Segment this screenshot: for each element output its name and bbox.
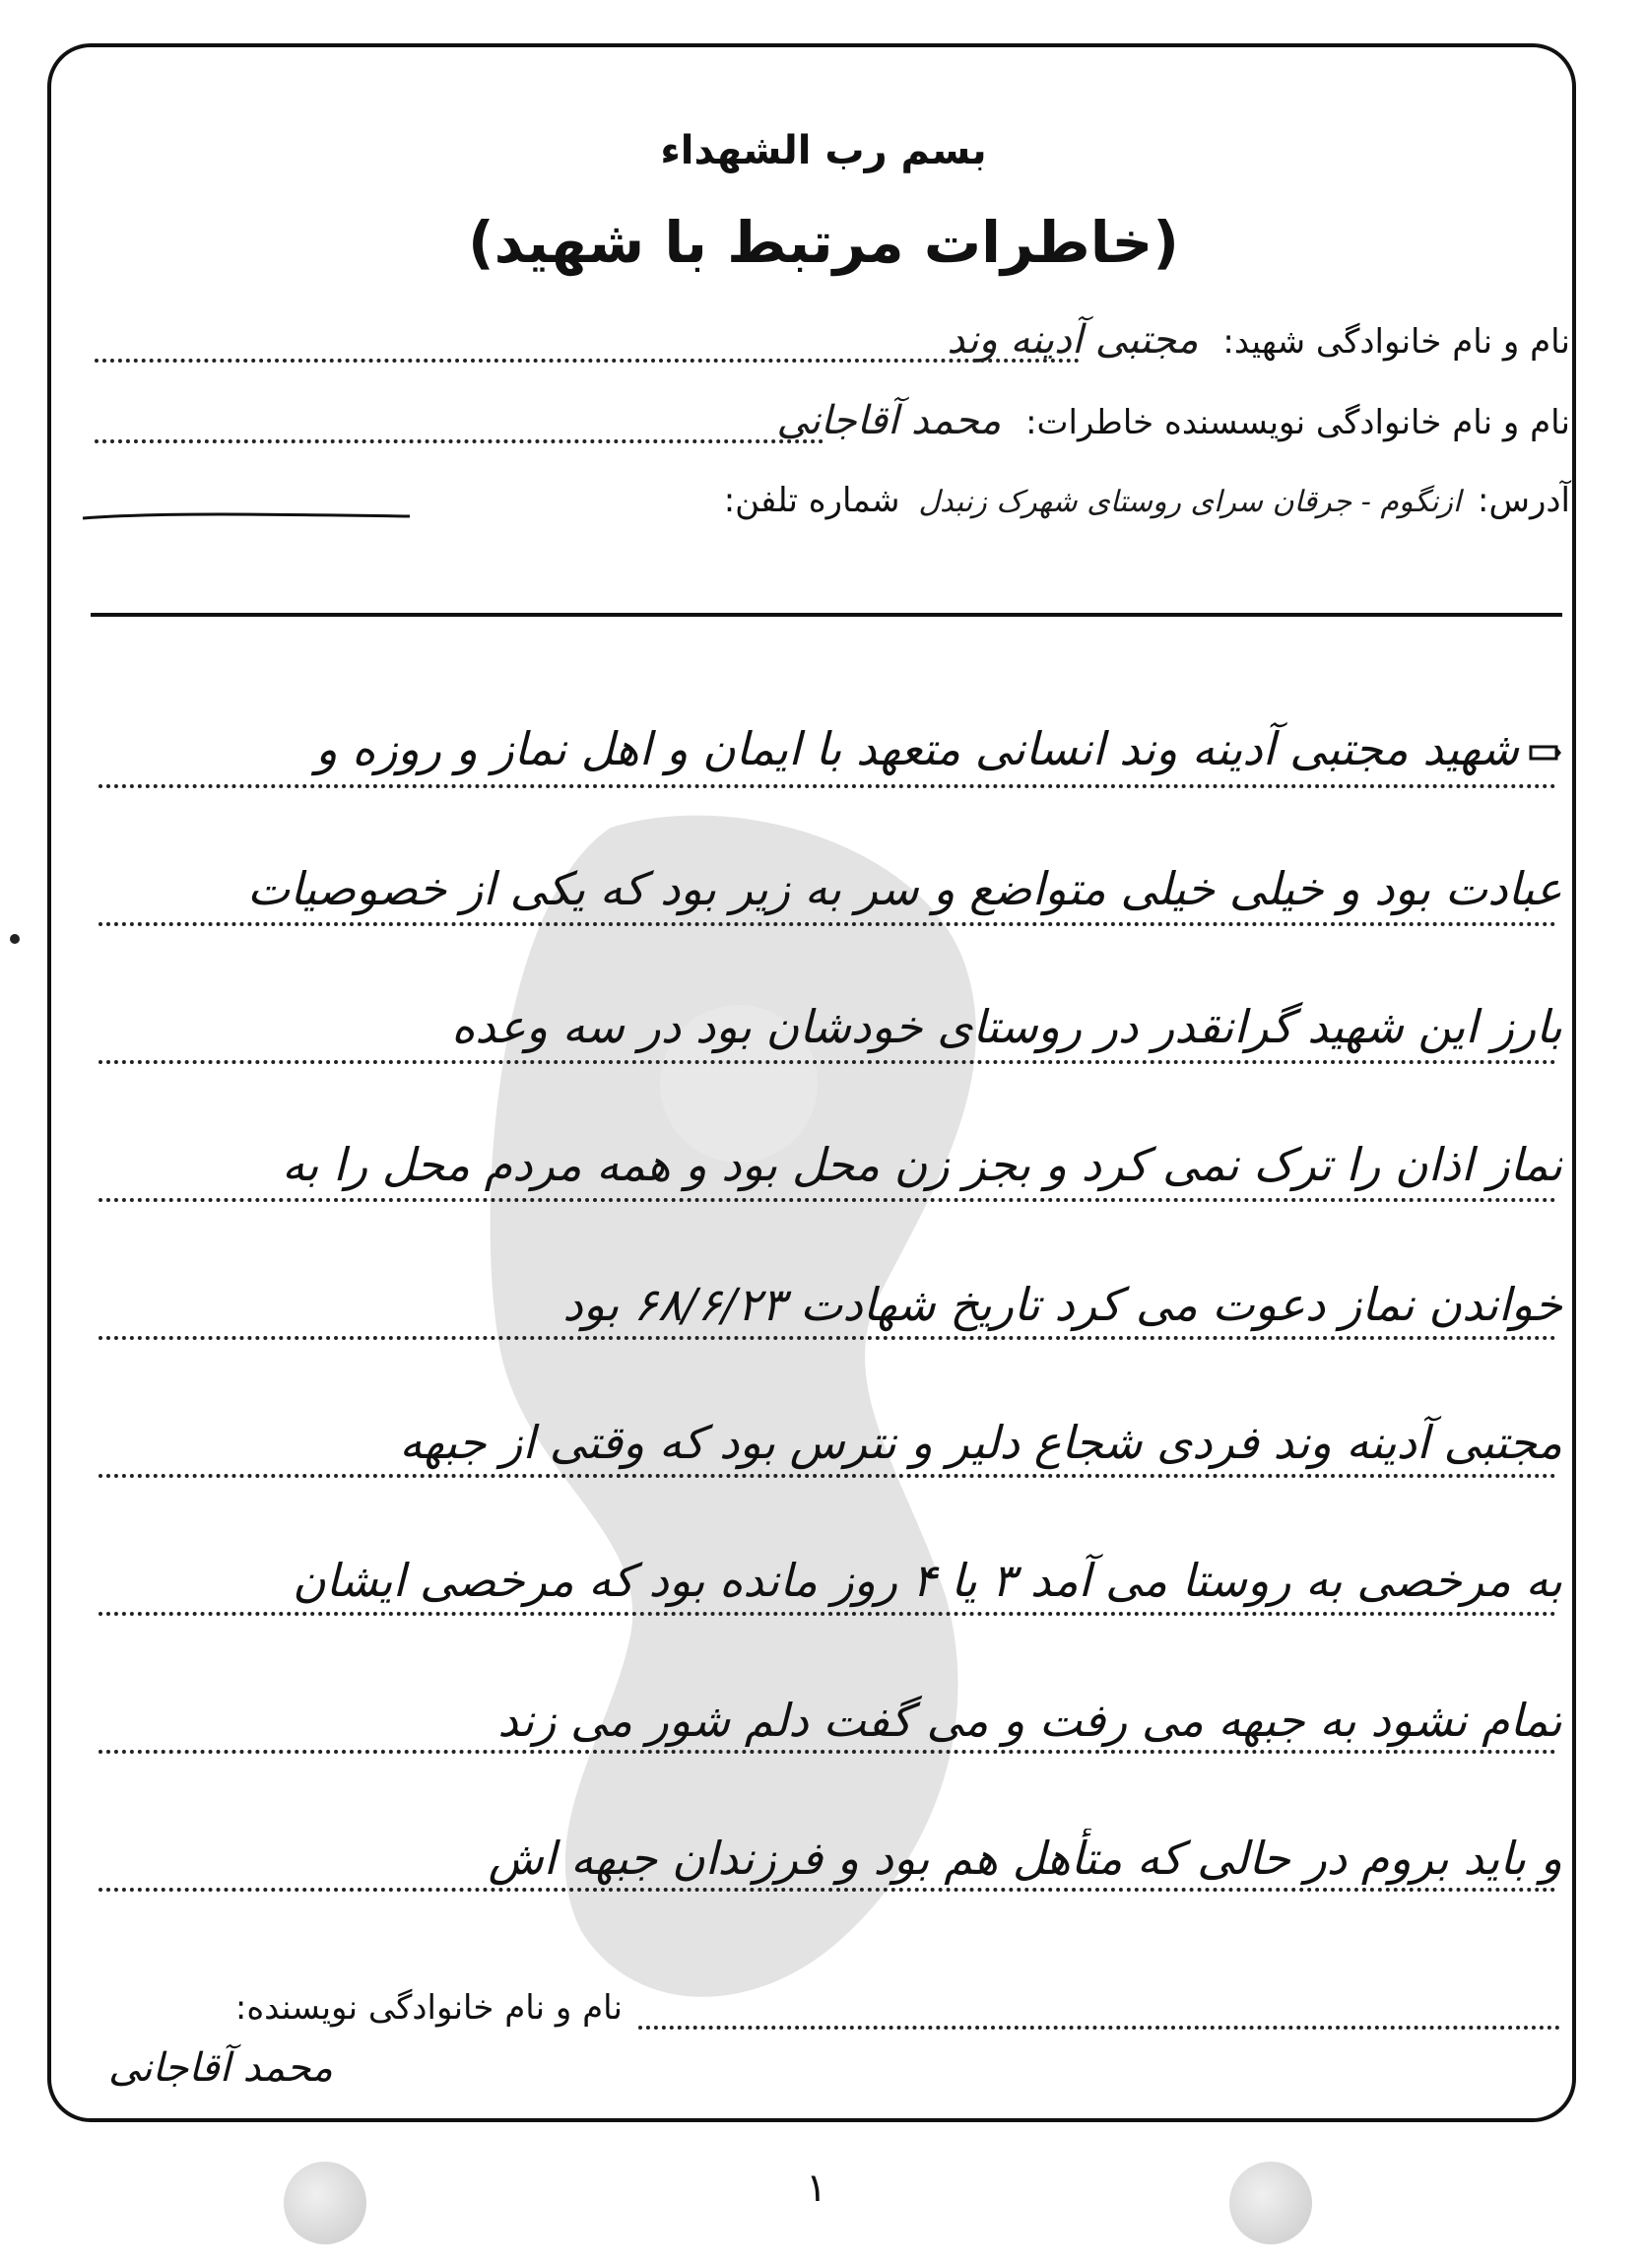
memoir-dots-6	[99, 1474, 1556, 1478]
memoir-line-1-text: شهید مجتبی آدینه وند انسانی متعهد با ایمان و اهل نماز و روزه و	[315, 722, 1519, 775]
punch-hole-right	[1229, 2162, 1312, 2244]
memoir-dots-8	[99, 1750, 1556, 1754]
address-value: ازنگوم - جرقان سرای روستای شهرک زنبدل	[918, 485, 1462, 519]
page-number: ۱	[806, 2166, 827, 2211]
memoir-dots-1	[99, 784, 1556, 788]
memoir-dots-7	[99, 1612, 1556, 1616]
section-divider	[91, 613, 1562, 617]
memoir-dots-4	[99, 1198, 1556, 1202]
martyr-name-field	[947, 317, 1570, 363]
memoir-line-1	[91, 719, 1562, 778]
signer-label: نام و نام خانوادگی نویسنده:	[234, 1988, 623, 2028]
memoir-line-5: خواندن نماز دعوت می کرد تاریخ شهادت ۶۸/۶/۲۳ بود	[562, 1278, 1562, 1331]
memoir-line-3: بارز این شهید گرانقدر در روستای خودشان بود در سه وعده	[451, 1000, 1562, 1053]
memoir-dots-2	[99, 922, 1556, 926]
martyr-name-value: مجتبی آدینه وند	[947, 317, 1199, 363]
martyr-name-dotted-line	[95, 359, 1080, 363]
bismillah-heading: بسم رب الشهداء	[660, 128, 987, 173]
memoir-line-4: نماز اذان را ترک نمی کرد و بجز زن محل بود و همه مردم محل را به	[282, 1138, 1562, 1191]
memoir-line-8: تمام نشود به جبهه می رفت و می گفت دلم شور می زند	[497, 1694, 1562, 1747]
memoir-line-6: مجتبی آدینه وند فردی شجاع دلیر و نترس بود که وقتی از جبهه	[399, 1416, 1562, 1469]
memoir-dots-5	[99, 1336, 1556, 1340]
form-title: (خاطرات مرتبط با شهید)	[468, 209, 1179, 276]
phone-handwritten-line	[79, 504, 414, 528]
address-field	[724, 481, 1570, 520]
memoir-line-2: عبادت بود و خیلی خیلی متواضع و سر به زیر بود که یکی از خصوصیات	[247, 862, 1562, 915]
martyr-name-label: نام و نام خانوادگی شهید:	[1222, 322, 1570, 362]
pencil-icon	[1529, 741, 1562, 765]
author-name-value: محمد آقاجانی	[776, 398, 1002, 443]
scan-speck	[10, 934, 20, 944]
author-name-dotted-line	[95, 439, 824, 443]
memoir-dots-9	[99, 1888, 1556, 1892]
memoir-dots-3	[99, 1060, 1556, 1064]
memoir-line-7: به مرخصی به روستا می آمد ۳ یا ۴ روز مانده بود که مرخصی ایشان	[292, 1554, 1562, 1607]
author-name-field	[776, 398, 1570, 443]
signer-name: محمد آقاجانی	[108, 2045, 333, 2091]
signer-dotted-line	[638, 2026, 1560, 2030]
punch-hole-left	[284, 2162, 366, 2244]
address-label: آدرس:	[1478, 481, 1570, 520]
memoir-line-9: و باید بروم در حالی که متأهل هم بود و فرزندان جبهه اش	[488, 1832, 1562, 1885]
author-name-label: نام و نام خانوادگی نویسسنده خاطرات:	[1025, 403, 1570, 442]
phone-label: شماره تلفن:	[723, 481, 900, 520]
